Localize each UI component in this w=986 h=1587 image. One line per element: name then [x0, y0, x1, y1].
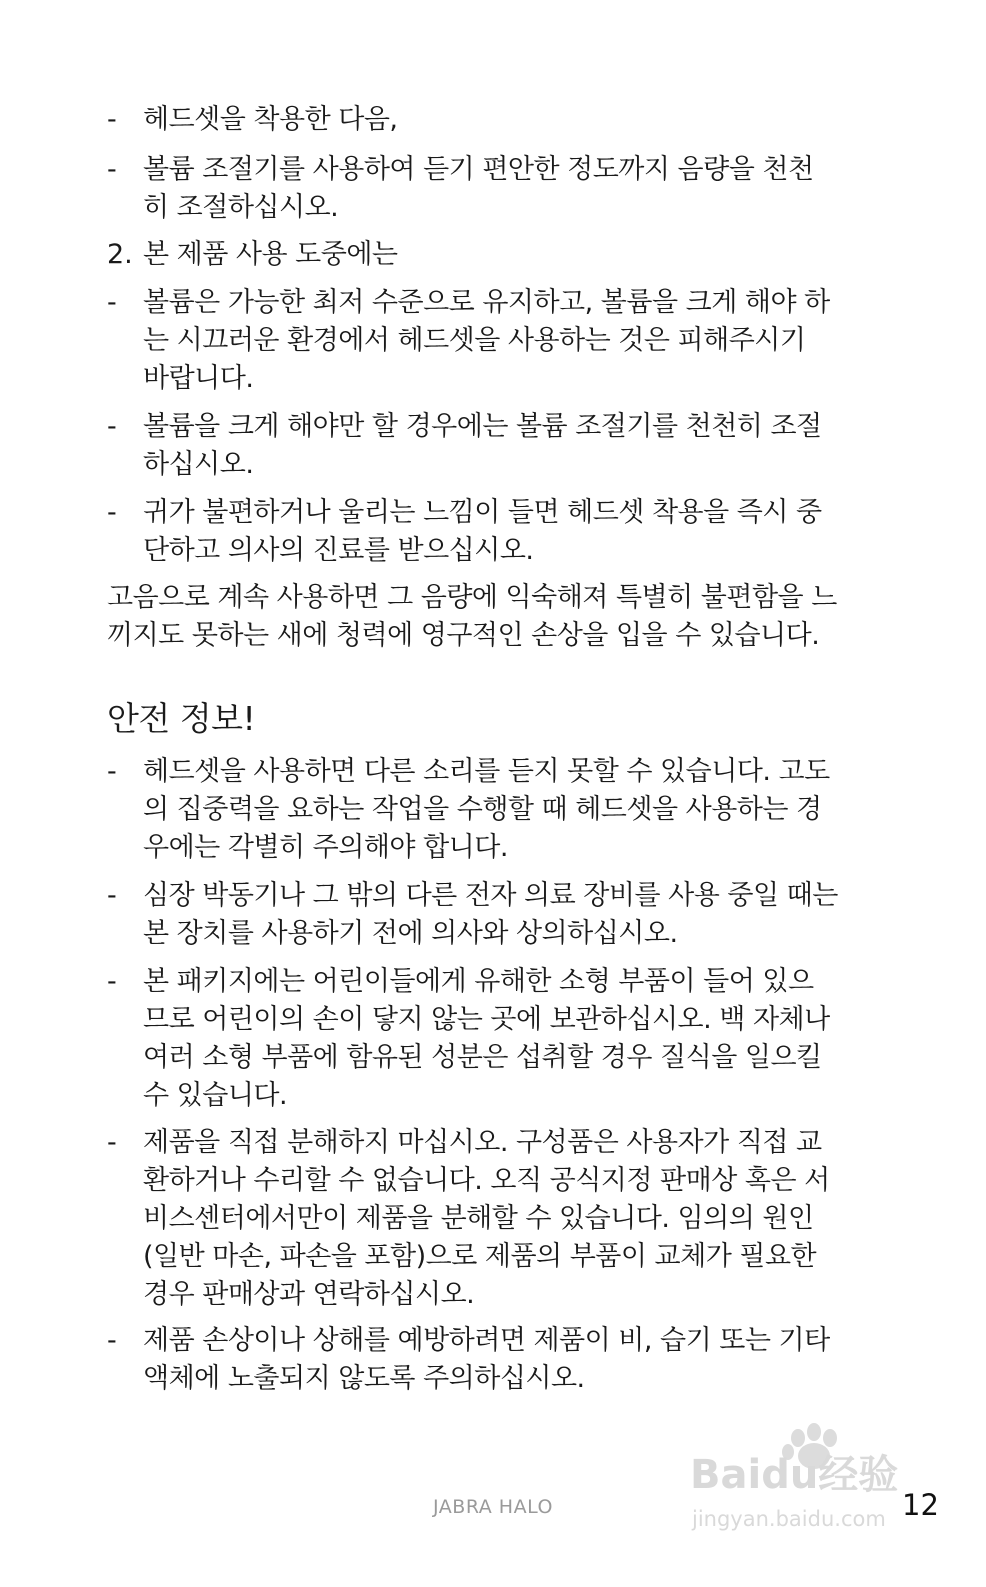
- footer-brand: JABRA HALO: [433, 1496, 553, 1518]
- watermark-url: jingyan.baidu.com: [692, 1507, 886, 1531]
- warning-paragraph: 고음으로 계속 사용하면 그 음량에 익숙해져 특별히 불편함을 느 끼지도 못하는 새에 청력에 영구적인 손상을 입을 수 있습니다.: [107, 582, 837, 651]
- section-title: 안전 정보!: [107, 699, 256, 738]
- list-item-text: 헤드셋을 사용하면 다른 소리를 듣지 못할 수 있습니다. 고도 의 집중력을 요하는 작업을 수행할 때 헤드셋을 사용하는 경 우에는 각별히 주의해야 합니다.: [143, 756, 830, 863]
- list-number: 2.: [107, 239, 133, 270]
- list-marker: -: [107, 1325, 117, 1356]
- list-marker: -: [107, 411, 117, 442]
- list-item-text: 제품 손상이나 상해를 예방하려면 제품이 비, 습기 또는 기타 액체에 노출되지 않도록 주의하십시오.: [143, 1325, 830, 1394]
- list-marker: -: [107, 966, 117, 997]
- watermark-logo: Baidu经验: [690, 1452, 899, 1498]
- list-marker: -: [107, 104, 117, 135]
- list-marker: -: [107, 497, 117, 528]
- page-number: 12: [902, 1488, 939, 1522]
- list-item-text: 본 패키지에는 어린이들에게 유해한 소형 부품이 들어 있으 므로 어린이의 손이 닿지 않는 곳에 보관하십시오. 백 자체나 여러 소형 부품에 함유된 성분은 섭취할 경우 질식을 일으킬 수 있습니다.: [143, 966, 830, 1111]
- list-marker: -: [107, 1127, 117, 1158]
- list-marker: -: [107, 287, 117, 318]
- numbered-item-text: 본 제품 사용 도중에는: [143, 239, 398, 270]
- list-item-text: 볼륨을 크게 해야만 할 경우에는 볼륨 조절기를 천천히 조절 하십시오.: [143, 411, 822, 480]
- list-marker: -: [107, 154, 117, 185]
- list-item-text: 볼륨 조절기를 사용하여 듣기 편안한 정도까지 음량을 천천 히 조절하십시오.: [143, 154, 814, 223]
- baidu-jingyan-watermark: [690, 1418, 920, 1538]
- list-item-text: 제품을 직접 분해하지 마십시오. 구성품은 사용자가 직접 교 환하거나 수리할 수 없습니다. 오직 공식지정 판매상 혹은 서 비스센터에서만이 제품을 분해할 수 있습니다. 임의의 원인 (일반 마손, 파손을 포함)으로 제품의 부품이 교체가 필요한 경우 판매상과 연락하십시오.: [143, 1127, 830, 1310]
- list-item-text: 볼륨은 가능한 최저 수준으로 유지하고, 볼륨을 크게 해야 하 는 시끄러운 환경에서 헤드셋을 사용하는 것은 피해주시기 바랍니다.: [143, 287, 830, 394]
- list-item-text: 헤드셋을 착용한 다음,: [143, 104, 398, 135]
- list-item-text: 심장 박동기나 그 밖의 다른 전자 의료 장비를 사용 중일 때는 본 장치를 사용하기 전에 의사와 상의하십시오.: [143, 880, 838, 949]
- list-marker: -: [107, 880, 117, 911]
- list-marker: -: [107, 756, 117, 787]
- list-item-text: 귀가 불편하거나 울리는 느낌이 들면 헤드셋 착용을 즉시 중 단하고 의사의 진료를 받으십시오.: [143, 497, 822, 566]
